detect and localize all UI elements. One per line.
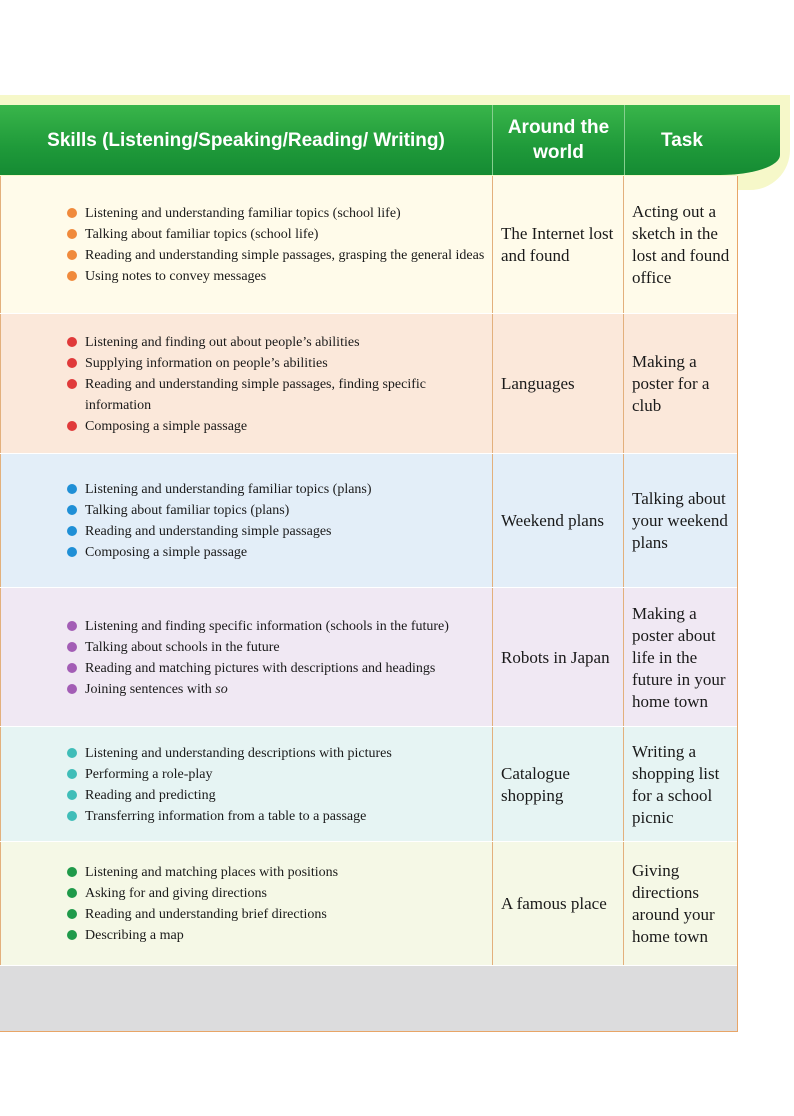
bullet-dot-icon <box>67 930 77 940</box>
world-cell <box>501 176 619 314</box>
bullet-dot-icon <box>67 250 77 260</box>
skill-text: Reading and understanding brief directions <box>85 907 327 922</box>
skill-text: Listening and finding out about people’s abilities <box>85 334 360 350</box>
bullet-dot-icon <box>67 748 77 758</box>
skill-text: Listening and understanding familiar topics (school life) <box>85 206 401 221</box>
task-text: Writing a shopping list for a school picnic <box>632 741 720 827</box>
bullet-dot-icon <box>67 505 77 515</box>
bullet-dot-icon <box>67 621 77 631</box>
skill-text: Listening and finding specific information (schools in the future) <box>85 618 449 634</box>
skill-item <box>67 203 487 224</box>
column-divider <box>623 314 624 454</box>
skill-item <box>67 679 487 700</box>
world-cell <box>501 454 619 588</box>
skill-item <box>67 416 487 437</box>
skill-item <box>67 637 487 658</box>
skills-list <box>67 588 487 727</box>
skill-text: Reading and predicting <box>85 787 216 803</box>
skill-text: Reading and understanding simple passages, finding specific information <box>85 376 426 413</box>
task-cell <box>632 314 736 454</box>
world-text: The Internet lost and found <box>501 224 614 265</box>
skill-text: Reading and understanding simple passages <box>85 524 332 539</box>
bullet-dot-icon <box>67 811 77 821</box>
world-text: Weekend plans <box>501 511 604 530</box>
bullet-dot-icon <box>67 642 77 652</box>
column-divider <box>492 454 493 588</box>
skill-text: Talking about schools in the future <box>85 639 280 655</box>
column-divider <box>492 176 493 314</box>
header-world: Around the world <box>507 117 610 163</box>
skill-text: Describing a map <box>85 928 184 943</box>
skill-item <box>67 521 487 542</box>
world-text: Robots in Japan <box>501 647 610 667</box>
column-divider <box>492 314 493 454</box>
skill-item <box>67 542 487 563</box>
world-cell <box>501 588 619 727</box>
skill-item <box>67 904 487 925</box>
table-header <box>0 105 780 175</box>
skill-item <box>67 658 487 679</box>
skill-text: Listening and understanding familiar topics (plans) <box>85 482 372 497</box>
task-cell <box>632 454 736 588</box>
bullet-dot-icon <box>67 867 77 877</box>
bullet-dot-icon <box>67 547 77 557</box>
skill-item <box>67 224 487 245</box>
table-row <box>0 588 737 727</box>
skill-text: Transferring information from a table to a passage <box>85 808 367 824</box>
world-cell <box>501 314 619 454</box>
world-cell <box>501 842 619 966</box>
table-row <box>0 314 737 454</box>
table-row <box>0 454 737 588</box>
skills-list <box>67 176 487 314</box>
skill-item <box>67 332 487 353</box>
syllabus-table <box>0 176 738 1032</box>
skills-list <box>67 454 487 588</box>
task-cell <box>632 176 736 314</box>
skill-text: Reading and understanding simple passages, grasping the general ideas <box>85 248 485 263</box>
skill-text: Performing a role-play <box>85 766 213 782</box>
skill-item <box>67 500 487 521</box>
bullet-dot-icon <box>67 337 77 347</box>
skill-text: Supplying information on people’s abilities <box>85 355 328 371</box>
bullet-dot-icon <box>67 526 77 536</box>
skill-text: Listening and matching places with positions <box>85 865 339 880</box>
skill-item <box>67 616 487 637</box>
column-divider <box>492 727 493 842</box>
skills-list <box>67 842 487 966</box>
skill-text: Joining sentences with so <box>85 681 228 697</box>
bullet-dot-icon <box>67 358 77 368</box>
row-left-border <box>0 727 1 842</box>
task-text: Making a poster for a club <box>632 352 710 415</box>
task-text: Making a poster about life in the future in your home town <box>632 603 726 711</box>
skill-item <box>67 479 487 500</box>
world-text: Catalogue shopping <box>501 763 570 805</box>
bullet-dot-icon <box>67 790 77 800</box>
skill-text: Listening and understanding descriptions with pictures <box>85 745 392 761</box>
world-cell <box>501 727 619 842</box>
skill-item <box>67 883 487 904</box>
column-divider <box>492 842 493 966</box>
skill-item <box>67 785 487 806</box>
skill-item <box>67 266 487 287</box>
skill-text: Composing a simple passage <box>85 418 248 434</box>
skill-item <box>67 353 487 374</box>
skills-list <box>67 314 487 454</box>
bullet-dot-icon <box>67 421 77 431</box>
skill-text: Using notes to convey messages <box>85 269 267 284</box>
table-row <box>0 842 737 966</box>
task-text: Talking about your weekend plans <box>632 489 728 552</box>
skill-item <box>67 245 487 266</box>
row-left-border <box>0 842 1 966</box>
skills-list <box>67 727 487 842</box>
bullet-dot-icon <box>67 684 77 694</box>
skill-item <box>67 374 487 416</box>
table-row <box>0 176 737 314</box>
row-left-border <box>0 314 1 454</box>
skill-text: Composing a simple passage <box>85 545 248 560</box>
world-text: A famous place <box>501 894 607 913</box>
header-skills: Skills (Listening/Speaking/Reading/ Writing) <box>47 129 445 151</box>
table-footer <box>0 966 737 1031</box>
bullet-dot-icon <box>67 271 77 281</box>
bullet-dot-icon <box>67 663 77 673</box>
column-divider <box>623 842 624 966</box>
column-divider <box>623 727 624 842</box>
row-left-border <box>0 454 1 588</box>
task-text: Giving directions around your home town <box>632 861 715 946</box>
column-divider <box>623 454 624 588</box>
row-left-border <box>0 588 1 727</box>
skill-item <box>67 806 487 827</box>
emphasis-word: so <box>215 681 228 697</box>
table-row <box>0 727 737 842</box>
column-divider <box>623 176 624 314</box>
bullet-dot-icon <box>67 229 77 239</box>
task-cell <box>632 842 736 966</box>
world-text: Languages <box>501 374 575 393</box>
column-divider <box>492 588 493 727</box>
skill-text: Talking about familiar topics (school life) <box>85 227 319 242</box>
skill-text: Reading and matching pictures with descriptions and headings <box>85 660 436 676</box>
bullet-dot-icon <box>67 208 77 218</box>
bullet-dot-icon <box>67 769 77 779</box>
bullet-dot-icon <box>67 379 77 389</box>
bullet-dot-icon <box>67 888 77 898</box>
skill-item <box>67 743 487 764</box>
task-cell <box>632 727 736 842</box>
task-cell <box>632 588 736 727</box>
skill-text: Asking for and giving directions <box>85 886 267 901</box>
column-divider <box>623 588 624 727</box>
task-text: Acting out a sketch in the lost and found office <box>632 202 730 287</box>
header-task: Task <box>661 129 703 151</box>
row-left-border <box>0 176 1 314</box>
bullet-dot-icon <box>67 909 77 919</box>
skill-text: Talking about familiar topics (plans) <box>85 503 290 518</box>
skill-item <box>67 764 487 785</box>
bullet-dot-icon <box>67 484 77 494</box>
skill-item <box>67 925 487 946</box>
skill-item <box>67 862 487 883</box>
